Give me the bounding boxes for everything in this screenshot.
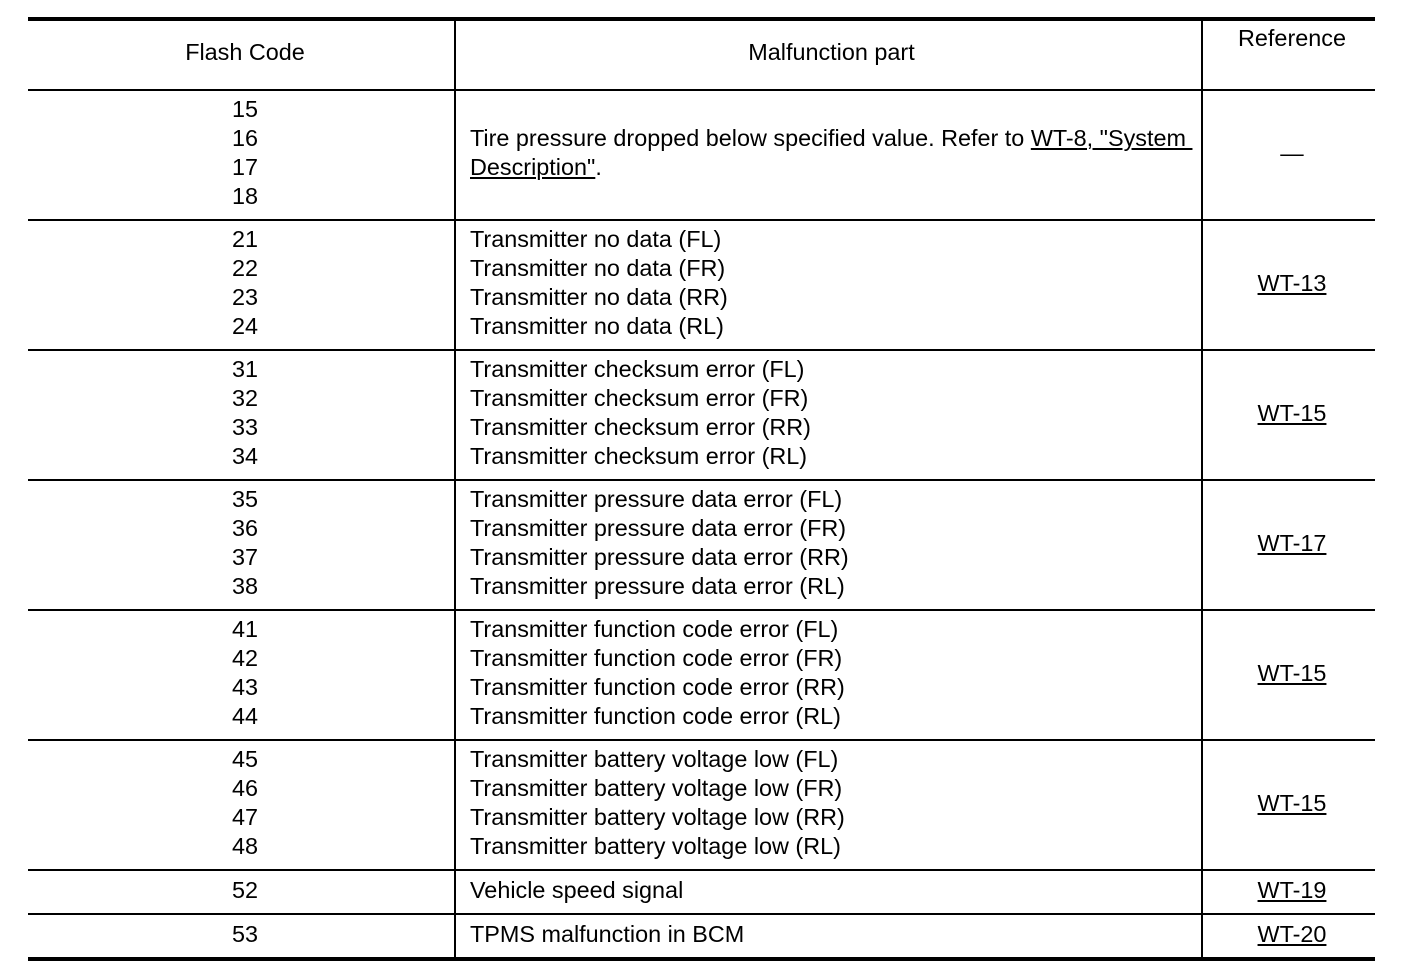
system-description-link[interactable]: WT-8, "System — [1030, 125, 1193, 151]
reference-link[interactable]: WT-15 — [1257, 399, 1327, 426]
malfunction-text: Transmitter pressure data error (RL) — [470, 573, 845, 599]
malfunction-text: Transmitter no data (FR) — [470, 255, 726, 281]
flash-code: 44 — [231, 703, 259, 729]
malfunction-text: Transmitter no data (RL) — [470, 313, 724, 339]
malfunction-text: Transmitter function code error (RR) — [470, 674, 845, 700]
flash-code: 24 — [231, 313, 259, 339]
flash-code: 52 — [231, 877, 259, 903]
flash-code: 16 — [231, 125, 259, 151]
malfunction-cell — [454, 741, 1201, 869]
flash-code: 22 — [231, 255, 259, 281]
reference-cell — [1201, 91, 1375, 219]
flash-code: 34 — [231, 443, 259, 469]
flash-code-table — [28, 17, 1375, 961]
flash-code: 23 — [231, 284, 259, 310]
malfunction-text: Transmitter function code error (FR) — [470, 645, 843, 671]
malfunction-text: Transmitter battery voltage low (RL) — [470, 833, 841, 859]
reference-link[interactable]: WT-15 — [1257, 789, 1327, 816]
flash-code: 15 — [231, 96, 259, 122]
malfunction-cell — [454, 481, 1201, 609]
flash-code: 37 — [231, 544, 259, 570]
reference-cell — [1201, 741, 1375, 869]
malfunction-text: Transmitter function code error (RL) — [470, 703, 841, 729]
reference-link[interactable]: WT-17 — [1257, 529, 1327, 556]
malfunction-text: Transmitter battery voltage low (RR) — [470, 804, 845, 830]
malfunction-text: Transmitter checksum error (RL) — [470, 443, 808, 469]
flash-code: 43 — [231, 674, 259, 700]
malfunction-text: Transmitter pressure data error (RR) — [470, 544, 849, 570]
reference-cell — [1201, 611, 1375, 739]
table-row — [28, 221, 1375, 351]
malfunction-cell — [454, 611, 1201, 739]
table-header-row — [28, 21, 1375, 91]
malfunction-text: Transmitter no data (RR) — [470, 284, 728, 310]
malfunction-cell — [454, 915, 1201, 957]
table-row — [28, 91, 1375, 221]
system-description-link[interactable]: Description" — [470, 154, 596, 180]
malfunction-text: Transmitter function code error (FL) — [470, 616, 839, 642]
text-segment: . — [595, 154, 602, 180]
flash-code: 36 — [231, 515, 259, 541]
table-row — [28, 741, 1375, 871]
flash-code: 47 — [231, 804, 259, 830]
no-reference-dash: — — [1280, 139, 1304, 166]
malfunction-cell — [454, 351, 1201, 479]
malfunction-cell — [454, 871, 1201, 913]
table-row — [28, 351, 1375, 481]
flash-code: 53 — [231, 921, 259, 947]
table-row — [28, 915, 1375, 961]
malfunction-text: TPMS malfunction in BCM — [470, 921, 745, 947]
malfunction-text: Transmitter battery voltage low (FR) — [470, 775, 843, 801]
malfunction-text: Transmitter battery voltage low (FL) — [470, 746, 839, 772]
malfunction-text: Transmitter pressure data error (FL) — [470, 486, 843, 512]
flash-code-cell — [28, 351, 454, 479]
malfunction-text: Transmitter checksum error (FL) — [470, 356, 805, 382]
flash-code-cell — [28, 741, 454, 869]
reference-link[interactable]: WT-19 — [1257, 877, 1327, 903]
malfunction-text: Transmitter no data (FL) — [470, 226, 722, 252]
flash-code-cell — [28, 91, 454, 219]
malfunction-text: Transmitter checksum error (FR) — [470, 385, 809, 411]
flash-code: 38 — [231, 573, 259, 599]
flash-code-cell — [28, 915, 454, 957]
reference-cell — [1201, 481, 1375, 609]
flash-code: 46 — [231, 775, 259, 801]
reference-header: Reference — [1201, 21, 1375, 89]
flash-code-cell — [28, 611, 454, 739]
malfunction-cell — [454, 91, 1201, 219]
flash-code: 21 — [231, 226, 259, 252]
malfunction-cell — [454, 221, 1201, 349]
malfunction-text — [470, 153, 1201, 182]
reference-cell — [1201, 915, 1375, 957]
malfunction-text — [470, 124, 1201, 153]
malfunction-text: Transmitter pressure data error (FR) — [470, 515, 847, 541]
flash-code: 48 — [231, 833, 259, 859]
text-segment: Tire pressure dropped below specified value. Refer to — [470, 125, 1031, 151]
reference-link[interactable]: WT-15 — [1257, 659, 1327, 686]
malfunction-text: Transmitter checksum error (RR) — [470, 414, 811, 440]
reference-cell — [1201, 351, 1375, 479]
flash-code-cell — [28, 221, 454, 349]
flash-code: 32 — [231, 385, 259, 411]
flash-code: 45 — [231, 746, 259, 772]
malfunction-text: Vehicle speed signal — [470, 877, 684, 903]
flash-code: 33 — [231, 414, 259, 440]
flash-code: 17 — [231, 154, 259, 180]
table-row — [28, 611, 1375, 741]
flash-code: 35 — [231, 486, 259, 512]
malfunction-part-header: Malfunction part — [454, 21, 1201, 89]
table-row — [28, 481, 1375, 611]
flash-code: 18 — [231, 183, 259, 209]
reference-link[interactable]: WT-13 — [1257, 269, 1327, 296]
flash-code-header: Flash Code — [185, 39, 305, 65]
flash-code: 41 — [231, 616, 259, 642]
flash-code: 42 — [231, 645, 259, 671]
flash-code-cell — [28, 871, 454, 913]
table-row — [28, 871, 1375, 915]
flash-code-cell — [28, 481, 454, 609]
reference-cell — [1201, 871, 1375, 913]
flash-code: 31 — [231, 356, 259, 382]
reference-link[interactable]: WT-20 — [1257, 921, 1327, 947]
reference-cell — [1201, 221, 1375, 349]
